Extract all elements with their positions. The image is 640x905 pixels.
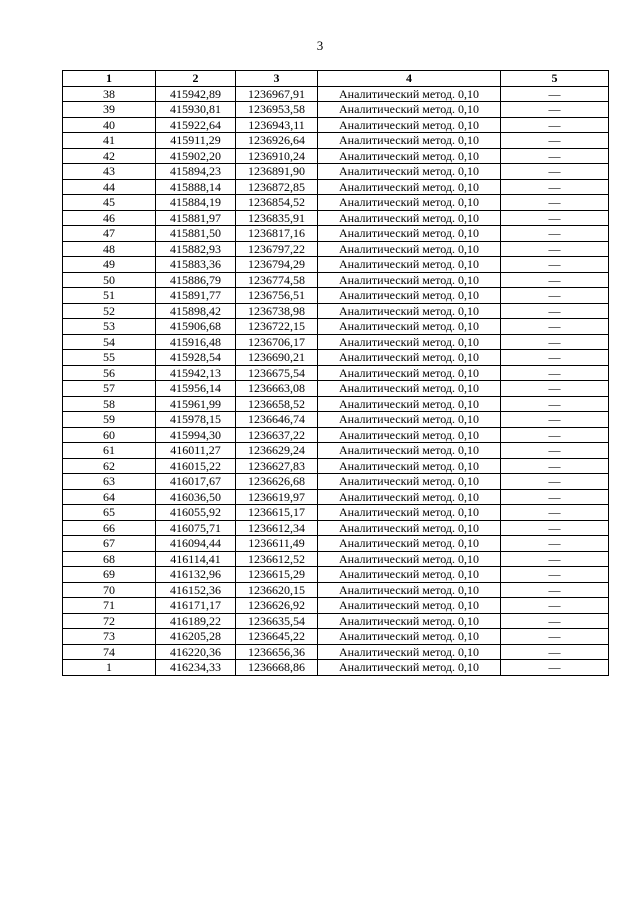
y-coordinate-cell: 1236706,17 <box>236 334 318 350</box>
method-accuracy-cell: Аналитический метод. 0,10 <box>318 319 501 335</box>
description-cell: — <box>501 396 609 412</box>
description-cell: — <box>501 288 609 304</box>
x-coordinate-cell: 415994,30 <box>156 427 236 443</box>
table-row <box>63 567 609 583</box>
table-row <box>63 319 609 335</box>
x-coordinate-cell: 415886,79 <box>156 272 236 288</box>
description-cell: — <box>501 272 609 288</box>
y-coordinate-cell: 1236645,22 <box>236 629 318 645</box>
method-accuracy-cell: Аналитический метод. 0,10 <box>318 598 501 614</box>
description-cell: — <box>501 319 609 335</box>
description-cell: — <box>501 148 609 164</box>
description-cell: — <box>501 86 609 102</box>
y-coordinate-cell: 1236646,74 <box>236 412 318 428</box>
method-accuracy-cell: Аналитический метод. 0,10 <box>318 629 501 645</box>
table-row <box>63 551 609 567</box>
table-row <box>63 195 609 211</box>
method-accuracy-cell: Аналитический метод. 0,10 <box>318 257 501 273</box>
x-coordinate-cell: 416114,41 <box>156 551 236 567</box>
table-row <box>63 427 609 443</box>
x-coordinate-cell: 416171,17 <box>156 598 236 614</box>
table-row <box>63 350 609 366</box>
x-coordinate-cell: 416234,33 <box>156 660 236 676</box>
method-accuracy-cell: Аналитический метод. 0,10 <box>318 381 501 397</box>
x-coordinate-cell: 415881,50 <box>156 226 236 242</box>
page-number: 3 <box>316 38 324 53</box>
y-coordinate-cell: 1236722,15 <box>236 319 318 335</box>
x-coordinate-cell: 415882,93 <box>156 241 236 257</box>
point-number-cell: 72 <box>63 613 156 629</box>
method-accuracy-cell: Аналитический метод. 0,10 <box>318 443 501 459</box>
description-cell: — <box>501 334 609 350</box>
method-accuracy-cell: Аналитический метод. 0,10 <box>318 117 501 133</box>
y-coordinate-cell: 1236738,98 <box>236 303 318 319</box>
method-accuracy-cell: Аналитический метод. 0,10 <box>318 133 501 149</box>
table-row <box>63 489 609 505</box>
x-coordinate-cell: 415978,15 <box>156 412 236 428</box>
method-accuracy-cell: Аналитический метод. 0,10 <box>318 334 501 350</box>
point-number-cell: 63 <box>63 474 156 490</box>
point-number-cell: 58 <box>63 396 156 412</box>
y-coordinate-cell: 1236612,34 <box>236 520 318 536</box>
point-number-cell: 50 <box>63 272 156 288</box>
column-header-2: 2 <box>156 71 236 87</box>
description-cell: — <box>501 520 609 536</box>
x-coordinate-cell: 416132,96 <box>156 567 236 583</box>
method-accuracy-cell: Аналитический метод. 0,10 <box>318 505 501 521</box>
y-coordinate-cell: 1236943,11 <box>236 117 318 133</box>
x-coordinate-cell: 415884,19 <box>156 195 236 211</box>
column-header-3: 3 <box>236 71 318 87</box>
point-number-cell: 57 <box>63 381 156 397</box>
method-accuracy-cell: Аналитический метод. 0,10 <box>318 210 501 226</box>
description-cell: — <box>501 117 609 133</box>
point-number-cell: 67 <box>63 536 156 552</box>
description-cell: — <box>501 303 609 319</box>
description-cell: — <box>501 195 609 211</box>
description-cell: — <box>501 179 609 195</box>
y-coordinate-cell: 1236656,36 <box>236 644 318 660</box>
table-row <box>63 257 609 273</box>
y-coordinate-cell: 1236953,58 <box>236 102 318 118</box>
table-row <box>63 644 609 660</box>
point-number-cell: 54 <box>63 334 156 350</box>
point-number-cell: 69 <box>63 567 156 583</box>
table-header-row <box>63 71 609 87</box>
column-header-4: 4 <box>318 71 501 87</box>
table-row <box>63 613 609 629</box>
description-cell: — <box>501 164 609 180</box>
x-coordinate-cell: 415928,54 <box>156 350 236 366</box>
table-row <box>63 148 609 164</box>
table-row <box>63 505 609 521</box>
x-coordinate-cell: 415902,20 <box>156 148 236 164</box>
point-number-cell: 44 <box>63 179 156 195</box>
y-coordinate-cell: 1236629,24 <box>236 443 318 459</box>
point-number-cell: 38 <box>63 86 156 102</box>
coordinates-table <box>62 70 609 676</box>
point-number-cell: 73 <box>63 629 156 645</box>
x-coordinate-cell: 415898,42 <box>156 303 236 319</box>
description-cell: — <box>501 551 609 567</box>
point-number-cell: 65 <box>63 505 156 521</box>
description-cell: — <box>501 412 609 428</box>
y-coordinate-cell: 1236926,64 <box>236 133 318 149</box>
description-cell: — <box>501 458 609 474</box>
y-coordinate-cell: 1236627,83 <box>236 458 318 474</box>
method-accuracy-cell: Аналитический метод. 0,10 <box>318 520 501 536</box>
point-number-cell: 56 <box>63 365 156 381</box>
y-coordinate-cell: 1236635,54 <box>236 613 318 629</box>
method-accuracy-cell: Аналитический метод. 0,10 <box>318 272 501 288</box>
y-coordinate-cell: 1236637,22 <box>236 427 318 443</box>
y-coordinate-cell: 1236626,92 <box>236 598 318 614</box>
method-accuracy-cell: Аналитический метод. 0,10 <box>318 613 501 629</box>
method-accuracy-cell: Аналитический метод. 0,10 <box>318 195 501 211</box>
description-cell: — <box>501 629 609 645</box>
description-cell: — <box>501 133 609 149</box>
point-number-cell: 46 <box>63 210 156 226</box>
y-coordinate-cell: 1236817,16 <box>236 226 318 242</box>
method-accuracy-cell: Аналитический метод. 0,10 <box>318 536 501 552</box>
table-row <box>63 226 609 242</box>
x-coordinate-cell: 415881,97 <box>156 210 236 226</box>
table-row <box>63 133 609 149</box>
y-coordinate-cell: 1236774,58 <box>236 272 318 288</box>
table-row <box>63 272 609 288</box>
method-accuracy-cell: Аналитический метод. 0,10 <box>318 427 501 443</box>
description-cell: — <box>501 241 609 257</box>
method-accuracy-cell: Аналитический метод. 0,10 <box>318 365 501 381</box>
x-coordinate-cell: 416220,36 <box>156 644 236 660</box>
description-cell: — <box>501 567 609 583</box>
table-row <box>63 86 609 102</box>
method-accuracy-cell: Аналитический метод. 0,10 <box>318 582 501 598</box>
method-accuracy-cell: Аналитический метод. 0,10 <box>318 489 501 505</box>
point-number-cell: 55 <box>63 350 156 366</box>
point-number-cell: 66 <box>63 520 156 536</box>
point-number-cell: 40 <box>63 117 156 133</box>
x-coordinate-cell: 415942,13 <box>156 365 236 381</box>
point-number-cell: 60 <box>63 427 156 443</box>
table-row <box>63 179 609 195</box>
table-row <box>63 381 609 397</box>
y-coordinate-cell: 1236967,91 <box>236 86 318 102</box>
x-coordinate-cell: 415922,64 <box>156 117 236 133</box>
method-accuracy-cell: Аналитический метод. 0,10 <box>318 226 501 242</box>
table-row <box>63 443 609 459</box>
y-coordinate-cell: 1236690,21 <box>236 350 318 366</box>
table-row <box>63 660 609 676</box>
x-coordinate-cell: 416011,27 <box>156 443 236 459</box>
table-row <box>63 458 609 474</box>
x-coordinate-cell: 416055,92 <box>156 505 236 521</box>
method-accuracy-cell: Аналитический метод. 0,10 <box>318 350 501 366</box>
point-number-cell: 51 <box>63 288 156 304</box>
method-accuracy-cell: Аналитический метод. 0,10 <box>318 241 501 257</box>
x-coordinate-cell: 415894,23 <box>156 164 236 180</box>
y-coordinate-cell: 1236626,68 <box>236 474 318 490</box>
method-accuracy-cell: Аналитический метод. 0,10 <box>318 86 501 102</box>
point-number-cell: 47 <box>63 226 156 242</box>
description-cell: — <box>501 443 609 459</box>
point-number-cell: 70 <box>63 582 156 598</box>
x-coordinate-cell: 416205,28 <box>156 629 236 645</box>
method-accuracy-cell: Аналитический метод. 0,10 <box>318 551 501 567</box>
y-coordinate-cell: 1236854,52 <box>236 195 318 211</box>
description-cell: — <box>501 598 609 614</box>
point-number-cell: 71 <box>63 598 156 614</box>
description-cell: — <box>501 257 609 273</box>
point-number-cell: 74 <box>63 644 156 660</box>
y-coordinate-cell: 1236835,91 <box>236 210 318 226</box>
method-accuracy-cell: Аналитический метод. 0,10 <box>318 396 501 412</box>
y-coordinate-cell: 1236612,52 <box>236 551 318 567</box>
description-cell: — <box>501 427 609 443</box>
method-accuracy-cell: Аналитический метод. 0,10 <box>318 458 501 474</box>
table-row <box>63 629 609 645</box>
x-coordinate-cell: 415916,48 <box>156 334 236 350</box>
y-coordinate-cell: 1236794,29 <box>236 257 318 273</box>
table-row <box>63 303 609 319</box>
point-number-cell: 42 <box>63 148 156 164</box>
point-number-cell: 45 <box>63 195 156 211</box>
description-cell: — <box>501 365 609 381</box>
description-cell: — <box>501 613 609 629</box>
table-row <box>63 102 609 118</box>
method-accuracy-cell: Аналитический метод. 0,10 <box>318 644 501 660</box>
x-coordinate-cell: 415911,29 <box>156 133 236 149</box>
point-number-cell: 64 <box>63 489 156 505</box>
x-coordinate-cell: 416036,50 <box>156 489 236 505</box>
method-accuracy-cell: Аналитический метод. 0,10 <box>318 102 501 118</box>
description-cell: — <box>501 582 609 598</box>
table-row <box>63 412 609 428</box>
point-number-cell: 52 <box>63 303 156 319</box>
table-row <box>63 396 609 412</box>
point-number-cell: 61 <box>63 443 156 459</box>
column-header-1: 1 <box>63 71 156 87</box>
x-coordinate-cell: 415891,77 <box>156 288 236 304</box>
description-cell: — <box>501 644 609 660</box>
y-coordinate-cell: 1236872,85 <box>236 179 318 195</box>
description-cell: — <box>501 350 609 366</box>
method-accuracy-cell: Аналитический метод. 0,10 <box>318 148 501 164</box>
y-coordinate-cell: 1236663,08 <box>236 381 318 397</box>
point-number-cell: 41 <box>63 133 156 149</box>
table-row <box>63 365 609 381</box>
table-row <box>63 598 609 614</box>
description-cell: — <box>501 474 609 490</box>
table-row <box>63 288 609 304</box>
description-cell: — <box>501 102 609 118</box>
table-body <box>63 86 609 675</box>
point-number-cell: 49 <box>63 257 156 273</box>
method-accuracy-cell: Аналитический метод. 0,10 <box>318 660 501 676</box>
y-coordinate-cell: 1236619,97 <box>236 489 318 505</box>
method-accuracy-cell: Аналитический метод. 0,10 <box>318 303 501 319</box>
x-coordinate-cell: 415888,14 <box>156 179 236 195</box>
y-coordinate-cell: 1236675,54 <box>236 365 318 381</box>
y-coordinate-cell: 1236797,22 <box>236 241 318 257</box>
method-accuracy-cell: Аналитический метод. 0,10 <box>318 412 501 428</box>
point-number-cell: 43 <box>63 164 156 180</box>
point-number-cell: 53 <box>63 319 156 335</box>
y-coordinate-cell: 1236891,90 <box>236 164 318 180</box>
description-cell: — <box>501 489 609 505</box>
table-row <box>63 474 609 490</box>
table-row <box>63 520 609 536</box>
description-cell: — <box>501 226 609 242</box>
x-coordinate-cell: 416017,67 <box>156 474 236 490</box>
description-cell: — <box>501 381 609 397</box>
x-coordinate-cell: 415906,68 <box>156 319 236 335</box>
y-coordinate-cell: 1236620,15 <box>236 582 318 598</box>
table-row <box>63 536 609 552</box>
point-number-cell: 62 <box>63 458 156 474</box>
x-coordinate-cell: 415961,99 <box>156 396 236 412</box>
table-row <box>63 582 609 598</box>
method-accuracy-cell: Аналитический метод. 0,10 <box>318 164 501 180</box>
column-header-5: 5 <box>501 71 609 87</box>
point-number-cell: 59 <box>63 412 156 428</box>
y-coordinate-cell: 1236668,86 <box>236 660 318 676</box>
y-coordinate-cell: 1236611,49 <box>236 536 318 552</box>
x-coordinate-cell: 415930,81 <box>156 102 236 118</box>
x-coordinate-cell: 416189,22 <box>156 613 236 629</box>
table-row <box>63 164 609 180</box>
x-coordinate-cell: 415883,36 <box>156 257 236 273</box>
x-coordinate-cell: 416015,22 <box>156 458 236 474</box>
point-number-cell: 68 <box>63 551 156 567</box>
point-number-cell: 39 <box>63 102 156 118</box>
method-accuracy-cell: Аналитический метод. 0,10 <box>318 474 501 490</box>
description-cell: — <box>501 536 609 552</box>
method-accuracy-cell: Аналитический метод. 0,10 <box>318 288 501 304</box>
x-coordinate-cell: 416152,36 <box>156 582 236 598</box>
point-number-cell: 48 <box>63 241 156 257</box>
y-coordinate-cell: 1236756,51 <box>236 288 318 304</box>
x-coordinate-cell: 416094,44 <box>156 536 236 552</box>
table-row <box>63 241 609 257</box>
y-coordinate-cell: 1236615,17 <box>236 505 318 521</box>
y-coordinate-cell: 1236910,24 <box>236 148 318 164</box>
description-cell: — <box>501 210 609 226</box>
x-coordinate-cell: 415956,14 <box>156 381 236 397</box>
x-coordinate-cell: 416075,71 <box>156 520 236 536</box>
table-row <box>63 334 609 350</box>
x-coordinate-cell: 415942,89 <box>156 86 236 102</box>
y-coordinate-cell: 1236658,52 <box>236 396 318 412</box>
method-accuracy-cell: Аналитический метод. 0,10 <box>318 179 501 195</box>
method-accuracy-cell: Аналитический метод. 0,10 <box>318 567 501 583</box>
table-row <box>63 210 609 226</box>
y-coordinate-cell: 1236615,29 <box>236 567 318 583</box>
description-cell: — <box>501 660 609 676</box>
table-row <box>63 117 609 133</box>
point-number-cell: 1 <box>63 660 156 676</box>
description-cell: — <box>501 505 609 521</box>
